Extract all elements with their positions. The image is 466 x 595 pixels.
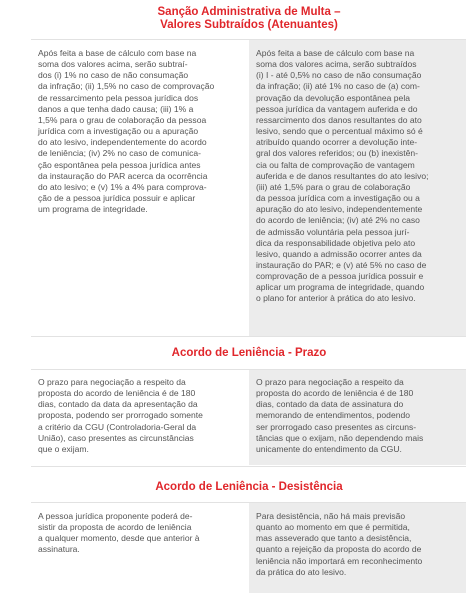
table-title-line-2: Valores Subtraídos (Atenuantes) <box>160 19 338 31</box>
current-rule-text: Após feita a base de cálculo com base na soma dos valores acima, serão subtraídos (i) I - até 0,5% no caso de não consumação da infração; (ii) até 1% no caso de (a) com- provação da devolução espontânea pela pessoa jurídica da vantagem auferida e do ressarcimento dos danos resultantes do ato lesivo, sendo que o percentual máximo só é atribuído quando ocorrer a devolução inte- gral dos valores referidos; ou (b) inexistên- cia ou falta de comprovação de vantagem auferida e de danos resultantes do ato lesivo; (iii) até 1,5% para o grau de colaboração da pessoa jurídica com a investigação ou a apuração do ato lesivo, independentemente do acordo de leniência; (iv) até 2% no caso de admissão voluntária pela pessoa jurí- dica da responsabilidade objetiva pelo ato lesivo, quando a admissão ocorrer antes da instauração do PAR; e (v) até 5% no caso de comprovação de a pessoa jurídica possuir e aplicar um programa de integridade, quando o plano for anterior à prática do ato lesivo. <box>256 48 429 304</box>
table-title-line-1: Sanção Administrativa de Multa – <box>157 6 341 18</box>
section-title-desistencia: Acordo de Leniência - Desistência <box>155 481 343 493</box>
section-title-prazo: Acordo de Leniência - Prazo <box>171 347 327 359</box>
current-rule-text: O prazo para negociação a respeito da proposta do acordo de leniência é de 180 dias, contado da data de assinatura do memorando de entendimentos, podendo ser prorrogado caso presentes as circuns- tâncias que o exijam, não dependendo mais unicamente do entendimento da CGU. <box>256 377 424 454</box>
current-rule-text: Para desistência, não há mais previsão quanto ao momento em que é permitida, mas asseverado que tanto a desistência, quanto a rejeição da proposta do acordo de leniência não importará em reconhecimento da prática do ato lesivo. <box>256 511 423 577</box>
divider <box>31 466 466 467</box>
divider <box>31 336 466 337</box>
table-header <box>31 6 466 32</box>
previous-rule-text: Após feita a base de cálculo com base na soma dos valores acima, serão subtraí- dos (i) 1% no caso de não consumação da infração; (ii) 1,5% no caso de comprovação de ressarcimento pela pessoa jurídica dos danos a que tenha dado causa; (iii) 1% a 1,5% para o grau de colaboração da pessoa jurídica com a investigação ou a apuração do ato lesivo, independentemente do acordo de leniência; (iv) 2% no caso de comunica- ção espontânea pela pessoa jurídica antes da instauração do PAR acerca da ocorrência do ato lesivo; e (v) 1% a 4% para comprova- ção de a pessoa jurídica possuir e aplicar um programa de integridade. <box>38 48 215 215</box>
previous-rule-text: A pessoa jurídica proponente poderá de- sistir da proposta de acordo de leniência a qualquer momento, desde que anterior à assinatura. <box>38 511 200 555</box>
previous-rule-text: O prazo para negociação a respeito da proposta do acordo de leniência é de 180 dias, contado da data da apresentação da proposta, podendo ser prorrogado somente a critério da CGU (Controladoria-Geral da União), caso presentes as circunstâncias que o exijam. <box>38 377 203 454</box>
